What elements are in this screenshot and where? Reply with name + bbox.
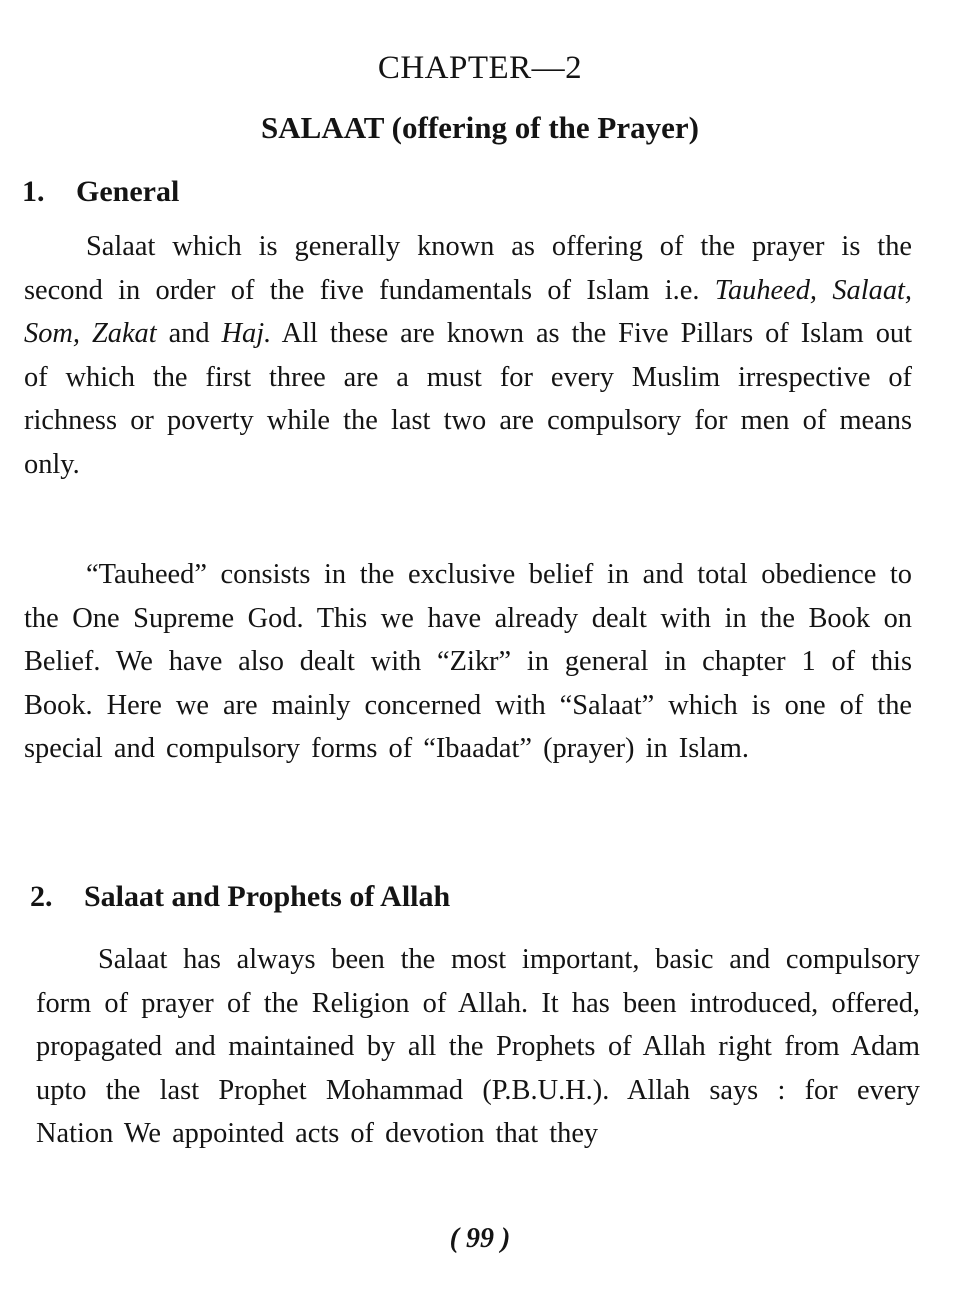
italic-term: Zakat bbox=[91, 318, 157, 349]
italic-term: Haj. bbox=[221, 318, 272, 349]
section-heading-general bbox=[22, 175, 179, 209]
italic-term: Salaat, bbox=[832, 274, 912, 306]
paragraph-salaat-prophets-1: Salaat has always been the most important, basic and compulsory form of prayer of the Religion of Allah. It has been introduced, offered, propagated and maintained by all the Prophets of Allah right from Adam upto the last Prophet Mohammad (P.B.U.H.). Allah says : for every Nation We appointed acts of devotion that they bbox=[36, 944, 920, 1149]
section-title: Salaat and Prophets of Allah bbox=[84, 880, 451, 913]
chapter-label: CHAPTER—2 bbox=[377, 50, 583, 86]
section-heading-salaat-prophets bbox=[30, 880, 450, 914]
section-number: 1. bbox=[22, 175, 45, 208]
paragraph-general-2: “Tauheed” consists in the exclusive belief in and total obedience to the One Supreme God. This we have already dealt with in the Book on Belief. We have also dealt with “Zikr” in general in chapter 1 of this Book. Here we are mainly concerned with “Salaat” which is one of the special and compulsory forms of “Ibaadat” (prayer) in Islam. bbox=[24, 559, 912, 764]
paragraph-text: and bbox=[168, 318, 210, 349]
section-number: 2. bbox=[30, 880, 53, 913]
page-number: ( 99 ) bbox=[449, 1223, 511, 1254]
section-title: General bbox=[76, 175, 180, 208]
chapter-title: SALAAT (offering of the Prayer) bbox=[261, 110, 699, 145]
paragraph-text: All these are known as the Five Pillars of Islam out of which the first three are a must for every Muslim irrespective of richness or poverty while the last two are compulsory for men of means only. bbox=[24, 318, 912, 480]
paragraph-general-1 bbox=[24, 225, 912, 486]
italic-term: Som, bbox=[24, 318, 80, 349]
paragraph-text: Salaat which is generally known as offering of the prayer is the second in order of the five fundamentals of Islam i.e. bbox=[24, 231, 912, 306]
italic-term: Tauheed, bbox=[714, 274, 818, 306]
